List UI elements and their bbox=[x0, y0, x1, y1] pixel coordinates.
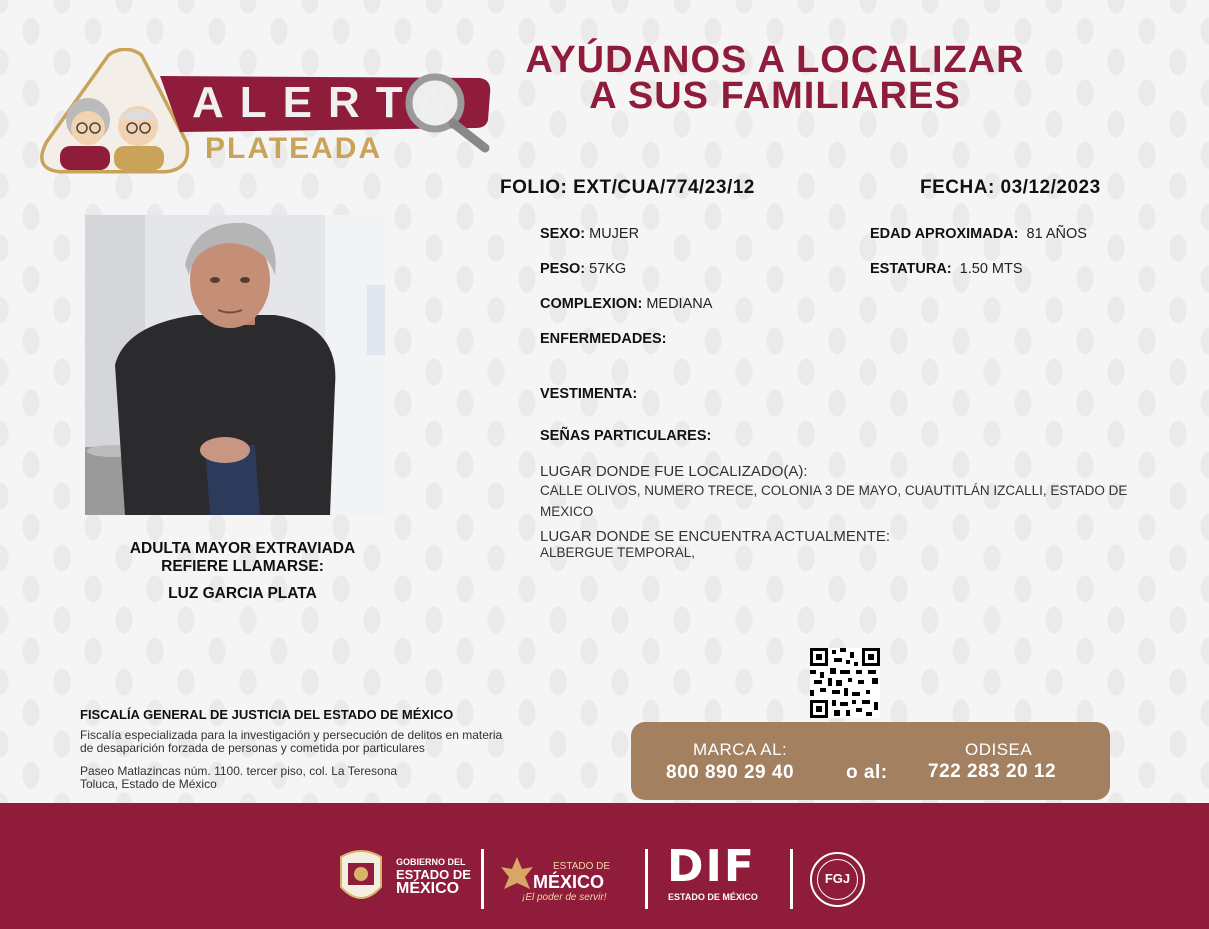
field-label: ENFERMEDADES: bbox=[540, 331, 667, 347]
lugar-localizado bbox=[540, 463, 1170, 522]
edomex-slogan: ¡El poder de servir! bbox=[522, 892, 607, 903]
headline bbox=[480, 39, 1070, 117]
fiscalia-desc-line-2: de desaparición forzada de personas y cometida por particulares bbox=[80, 740, 425, 755]
footer-divider bbox=[790, 849, 793, 909]
fiscalia-addr-line-2: Toluca, Estado de México bbox=[80, 776, 217, 791]
field-label: SEÑAS PARTICULARES: bbox=[540, 428, 712, 444]
field-value: MUJER bbox=[589, 226, 640, 242]
field-complexion bbox=[540, 296, 712, 312]
footer-divider bbox=[481, 849, 484, 909]
contact-phones-box bbox=[631, 722, 1110, 800]
field-value: MEDIANA bbox=[646, 296, 713, 312]
flower-emblem-icon bbox=[500, 855, 534, 895]
caption-line-2: REFIERE LLAMARSE: bbox=[161, 558, 324, 575]
field-edad bbox=[870, 226, 1087, 242]
dif-subtitle: ESTADO DE MÉXICO bbox=[668, 892, 758, 902]
field-peso bbox=[540, 261, 626, 277]
dif-logo: DIF bbox=[667, 841, 756, 892]
field-label: EDAD APROXIMADA: bbox=[870, 226, 1019, 242]
fiscalia-description bbox=[80, 729, 502, 754]
logo-word-plateada: PLATEADA bbox=[205, 132, 383, 165]
fgj-seal-icon bbox=[810, 852, 865, 907]
fgj-label: FGJ bbox=[824, 871, 851, 886]
person-name: LUZ GARCIA PLATA bbox=[168, 585, 317, 602]
gobierno-line-2: ESTADO DE bbox=[396, 867, 471, 882]
fiscalia-desc-line-1: Fiscalía especializada para la investigación y persecución de delitos en materia bbox=[80, 728, 503, 742]
folio: FOLIO: EXT/CUA/774/23/12 bbox=[500, 177, 755, 198]
field-enfermedades bbox=[540, 331, 670, 347]
field-label: ESTATURA: bbox=[870, 261, 952, 277]
lugar-actual bbox=[540, 528, 1170, 560]
headline-line-1: AYÚDANOS A LOCALIZAR bbox=[525, 39, 1025, 81]
fiscalia-addr-line-1: Paseo Matlazincas núm. 1100. tercer piso, col. La Teresona bbox=[80, 764, 398, 778]
field-vestimenta bbox=[540, 386, 641, 402]
edomex-line-1: ESTADO DE bbox=[553, 861, 611, 872]
gobierno-line-1: GOBIERNO DEL bbox=[396, 857, 466, 867]
marca-label: MARCA AL: bbox=[693, 740, 788, 759]
field-senas bbox=[540, 428, 715, 444]
qr-code[interactable] bbox=[810, 648, 880, 718]
odisea-phone[interactable]: 722 283 20 12 bbox=[928, 761, 1057, 782]
marca-phone[interactable]: 800 890 29 40 bbox=[666, 762, 795, 783]
fecha: FECHA: 03/12/2023 bbox=[920, 177, 1101, 198]
missing-person-photo bbox=[85, 215, 385, 515]
fiscalia-title: FISCALÍA GENERAL DE JUSTICIA DEL ESTADO DE MÉXICO bbox=[80, 707, 454, 722]
logo-word-alerta: ALERTA bbox=[192, 78, 464, 127]
field-label: COMPLEXION: bbox=[540, 296, 643, 312]
field-value: 1.50 MTS bbox=[959, 261, 1023, 277]
lugar-localizado-text: CALLE OLIVOS, NUMERO TRECE, COLONIA 3 DE MAYO, CUAUTITLÁN IZCALLI, ESTADO DE MEXICO bbox=[540, 483, 1128, 519]
field-label: SEXO: bbox=[540, 226, 586, 242]
alerta-plateada-logo bbox=[40, 48, 500, 178]
gobierno-line-3: MÉXICO bbox=[396, 880, 460, 897]
lugar-actual-text: ALBERGUE TEMPORAL, bbox=[540, 545, 696, 560]
odisea-label: ODISEA bbox=[965, 740, 1033, 759]
fiscalia-address bbox=[80, 765, 397, 790]
footer-divider bbox=[645, 849, 648, 909]
caption-line-1: ADULTA MAYOR EXTRAVIADA bbox=[129, 540, 356, 557]
headline-line-2: A SUS FAMILIARES bbox=[589, 75, 961, 117]
field-label: PESO: bbox=[540, 261, 586, 277]
field-value: 81 AÑOS bbox=[1026, 226, 1087, 242]
lugar-localizado-heading: LUGAR DONDE FUE LOCALIZADO(A): bbox=[540, 463, 808, 480]
field-sexo bbox=[540, 226, 639, 242]
field-label: VESTIMENTA: bbox=[540, 386, 638, 402]
lugar-actual-heading: LUGAR DONDE SE ENCUENTRA ACTUALMENTE: bbox=[540, 528, 891, 545]
footer-bar bbox=[0, 803, 1209, 929]
or-label: o al: bbox=[846, 762, 888, 783]
state-coat-of-arms-icon bbox=[336, 847, 386, 907]
field-estatura bbox=[870, 261, 1023, 277]
field-value: 57KG bbox=[589, 261, 627, 277]
edomex-line-2: MÉXICO bbox=[533, 872, 605, 892]
